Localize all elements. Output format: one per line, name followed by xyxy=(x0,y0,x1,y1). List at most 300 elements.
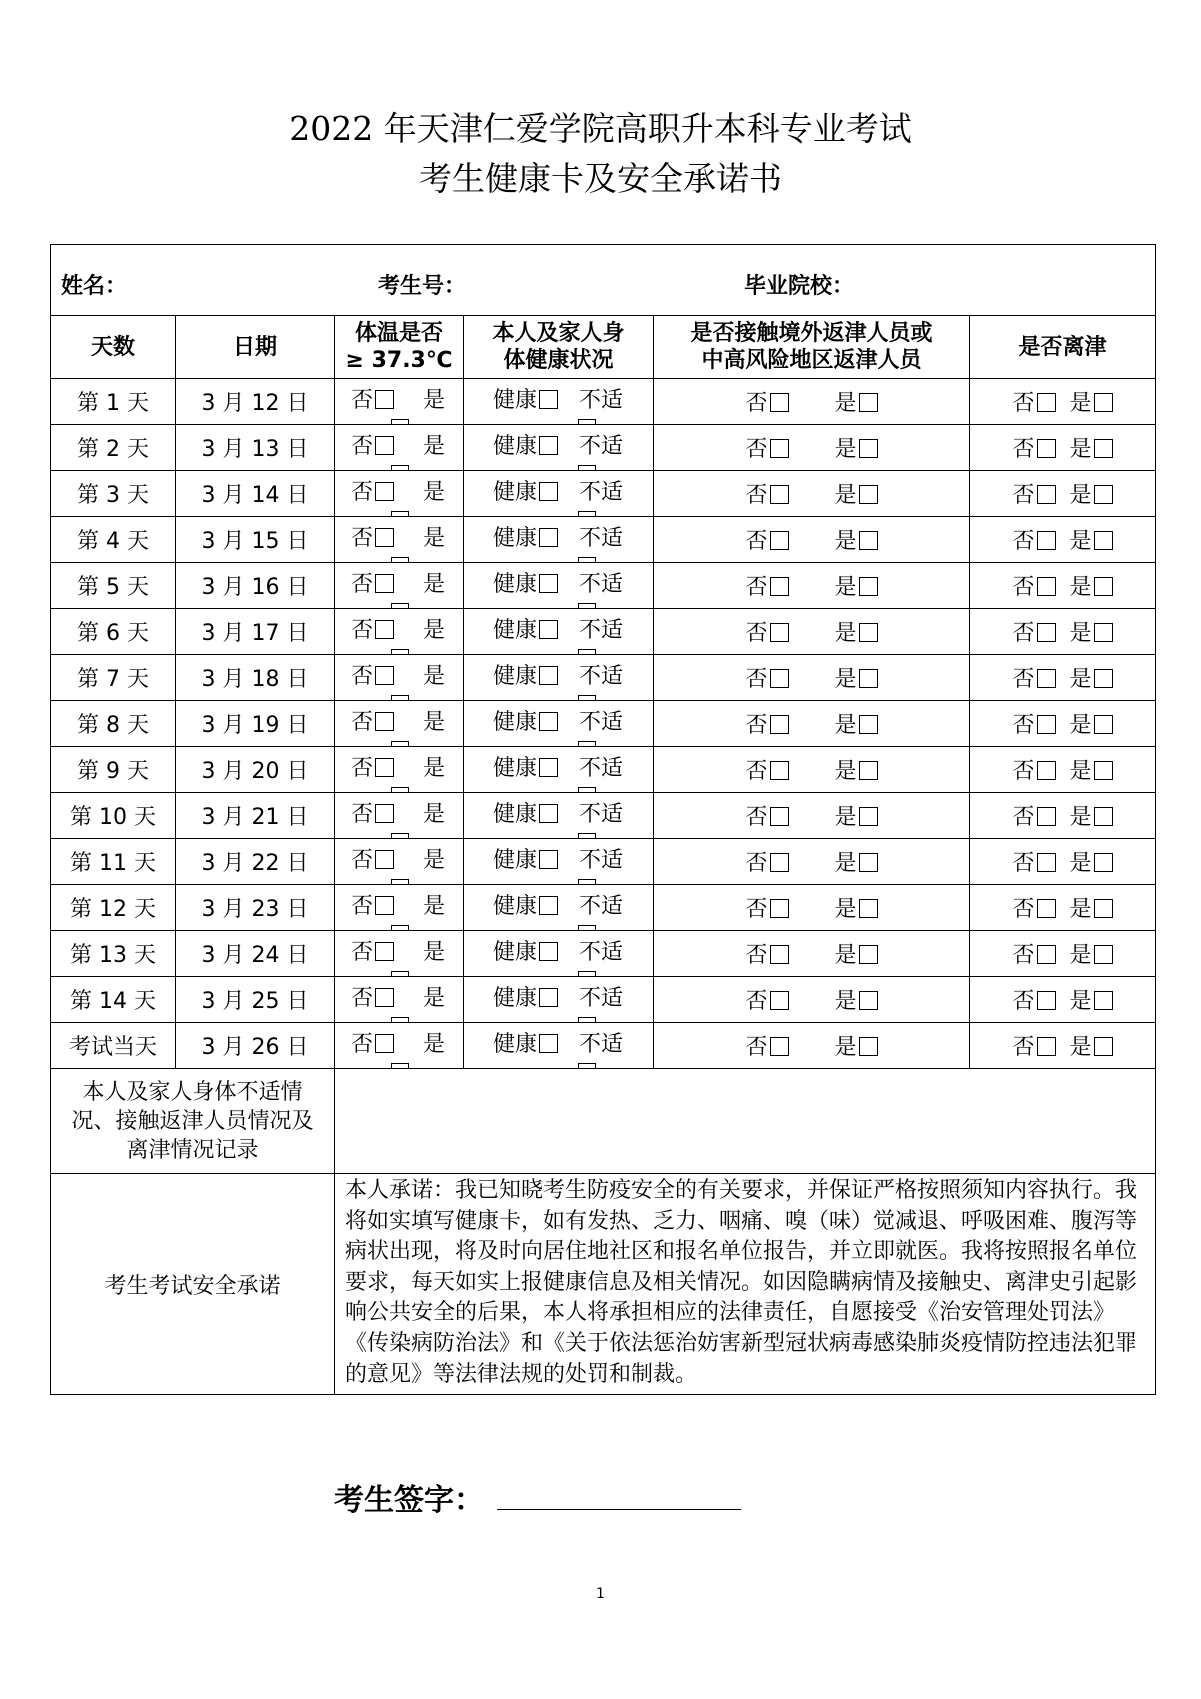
leave-no-label: 否 xyxy=(1012,391,1035,416)
healthy-checkbox[interactable] xyxy=(539,804,558,823)
leave-yes-checkbox[interactable] xyxy=(1094,853,1113,872)
temp-yes-label: 是 xyxy=(423,664,446,689)
leave-yes-checkbox[interactable] xyxy=(1094,1037,1113,1056)
leave-no-label: 否 xyxy=(1012,529,1035,554)
day-cell: 第 5 天 xyxy=(51,563,176,609)
leave-yes-checkbox[interactable] xyxy=(1094,669,1113,688)
contact-yes-checkbox[interactable] xyxy=(859,945,878,964)
health-cell xyxy=(464,701,654,747)
healthy-checkbox[interactable] xyxy=(539,942,558,961)
leave-no-checkbox[interactable] xyxy=(1037,761,1056,780)
leave-no-checkbox[interactable] xyxy=(1037,991,1056,1010)
date-cell: 3 月 22 日 xyxy=(176,839,335,885)
temp-no-label: 否 xyxy=(351,526,374,551)
leave-yes-checkbox[interactable] xyxy=(1094,623,1113,642)
temp-no-label: 否 xyxy=(351,940,374,965)
leave-no-label: 否 xyxy=(1012,989,1035,1014)
temp-no-checkbox[interactable] xyxy=(375,804,394,823)
health-cell xyxy=(464,747,654,793)
name-label: 姓名： xyxy=(61,274,128,299)
temp-yes-label: 是 xyxy=(423,848,446,873)
signature-label: 考生签字： xyxy=(334,1483,484,1518)
healthy-checkbox[interactable] xyxy=(539,620,558,639)
health-cell xyxy=(464,563,654,609)
healthy-checkbox[interactable] xyxy=(539,896,558,915)
contact-no-checkbox[interactable] xyxy=(770,853,789,872)
header-temperature: 体温是否 ≥ 37.3℃ xyxy=(335,316,464,379)
healthy-checkbox[interactable] xyxy=(539,712,558,731)
date-cell: 3 月 21 日 xyxy=(176,793,335,839)
temperature-cell xyxy=(335,793,464,839)
temp-yes-label: 是 xyxy=(423,526,446,551)
leave-no-label: 否 xyxy=(1012,575,1035,600)
contact-yes-label: 是 xyxy=(834,759,857,784)
contact-no-checkbox[interactable] xyxy=(770,577,789,596)
leave-yes-checkbox[interactable] xyxy=(1094,393,1113,412)
contact-yes-label: 是 xyxy=(834,805,857,830)
contact-yes-label: 是 xyxy=(834,989,857,1014)
contact-yes-checkbox[interactable] xyxy=(859,623,878,642)
contact-yes-label: 是 xyxy=(834,575,857,600)
contact-no-checkbox[interactable] xyxy=(770,715,789,734)
temperature-cell xyxy=(335,655,464,701)
contact-no-checkbox[interactable] xyxy=(770,761,789,780)
leave-no-checkbox[interactable] xyxy=(1037,853,1056,872)
contact-cell xyxy=(654,655,970,701)
left-tianjin-cell xyxy=(970,977,1156,1023)
contact-cell xyxy=(654,425,970,471)
contact-cell xyxy=(654,379,970,425)
day-cell: 第 6 天 xyxy=(51,609,176,655)
health-card-table xyxy=(50,244,1156,1395)
health-cell xyxy=(464,885,654,931)
temperature-cell xyxy=(335,379,464,425)
contact-yes-checkbox[interactable] xyxy=(859,991,878,1010)
temp-no-label: 否 xyxy=(351,986,374,1011)
contact-no-label: 否 xyxy=(745,851,768,876)
contact-cell xyxy=(654,747,970,793)
contact-no-checkbox[interactable] xyxy=(770,623,789,642)
leave-yes-label: 是 xyxy=(1069,989,1092,1014)
temperature-cell xyxy=(335,517,464,563)
contact-no-label: 否 xyxy=(745,1035,768,1060)
leave-no-label: 否 xyxy=(1012,851,1035,876)
leave-yes-checkbox[interactable] xyxy=(1094,485,1113,504)
leave-yes-checkbox[interactable] xyxy=(1094,945,1113,964)
contact-yes-checkbox[interactable] xyxy=(859,531,878,550)
leave-yes-label: 是 xyxy=(1069,667,1092,692)
health-cell xyxy=(464,839,654,885)
contact-no-checkbox[interactable] xyxy=(770,807,789,826)
table-row xyxy=(51,931,1156,977)
temp-yes-label: 是 xyxy=(423,480,446,505)
table-row xyxy=(51,609,1156,655)
contact-cell xyxy=(654,701,970,747)
leave-no-label: 否 xyxy=(1012,897,1035,922)
page-number: 1 xyxy=(596,1586,605,1602)
temp-no-label: 否 xyxy=(351,434,374,459)
record-input-area[interactable] xyxy=(335,1069,1156,1174)
unwell-label: 不适 xyxy=(579,802,624,827)
leave-yes-label: 是 xyxy=(1069,851,1092,876)
healthy-checkbox[interactable] xyxy=(539,390,558,409)
leave-no-label: 否 xyxy=(1012,805,1035,830)
leave-yes-label: 是 xyxy=(1069,805,1092,830)
pledge-row xyxy=(51,1174,1156,1395)
leave-no-label: 否 xyxy=(1012,483,1035,508)
temp-no-checkbox[interactable] xyxy=(375,1034,394,1053)
contact-yes-label: 是 xyxy=(834,483,857,508)
contact-yes-checkbox[interactable] xyxy=(859,393,878,412)
left-tianjin-cell xyxy=(970,379,1156,425)
healthy-label: 健康 xyxy=(493,572,538,597)
health-cell xyxy=(464,379,654,425)
contact-yes-label: 是 xyxy=(834,437,857,462)
day-cell: 第 14 天 xyxy=(51,977,176,1023)
contact-yes-checkbox[interactable] xyxy=(859,715,878,734)
healthy-label: 健康 xyxy=(493,434,538,459)
healthy-checkbox[interactable] xyxy=(539,574,558,593)
unwell-label: 不适 xyxy=(579,434,624,459)
healthy-label: 健康 xyxy=(493,480,538,505)
temp-no-checkbox[interactable] xyxy=(375,988,394,1007)
temp-no-checkbox[interactable] xyxy=(375,850,394,869)
healthy-label: 健康 xyxy=(493,848,538,873)
healthy-label: 健康 xyxy=(493,526,538,551)
temp-yes-label: 是 xyxy=(423,572,446,597)
contact-no-label: 否 xyxy=(745,989,768,1014)
leave-yes-checkbox[interactable] xyxy=(1094,761,1113,780)
leave-yes-label: 是 xyxy=(1069,897,1092,922)
date-cell: 3 月 18 日 xyxy=(176,655,335,701)
temp-yes-label: 是 xyxy=(423,894,446,919)
day-cell: 第 9 天 xyxy=(51,747,176,793)
contact-no-checkbox[interactable] xyxy=(770,669,789,688)
healthy-label: 健康 xyxy=(493,894,538,919)
temp-no-label: 否 xyxy=(351,848,374,873)
contact-yes-label: 是 xyxy=(834,621,857,646)
day-cell: 第 1 天 xyxy=(51,379,176,425)
leave-no-checkbox[interactable] xyxy=(1037,623,1056,642)
contact-yes-checkbox[interactable] xyxy=(859,439,878,458)
temp-no-checkbox[interactable] xyxy=(375,620,394,639)
contact-no-checkbox[interactable] xyxy=(770,531,789,550)
unwell-label: 不适 xyxy=(579,940,624,965)
temperature-cell xyxy=(335,977,464,1023)
leave-no-checkbox[interactable] xyxy=(1037,439,1056,458)
healthy-checkbox[interactable] xyxy=(539,850,558,869)
exam-number-label: 考生号： xyxy=(378,274,467,299)
leave-yes-checkbox[interactable] xyxy=(1094,807,1113,826)
temp-yes-label: 是 xyxy=(423,434,446,459)
unwell-label: 不适 xyxy=(579,664,624,689)
contact-no-checkbox[interactable] xyxy=(770,485,789,504)
table-row xyxy=(51,977,1156,1023)
day-cell: 第 13 天 xyxy=(51,931,176,977)
leave-no-checkbox[interactable] xyxy=(1037,1037,1056,1056)
leave-no-label: 否 xyxy=(1012,759,1035,784)
contact-no-label: 否 xyxy=(745,529,768,554)
contact-cell xyxy=(654,517,970,563)
header-day: 天数 xyxy=(51,316,176,379)
temp-no-checkbox[interactable] xyxy=(375,896,394,915)
healthy-label: 健康 xyxy=(493,940,538,965)
health-cell xyxy=(464,609,654,655)
unwell-label: 不适 xyxy=(579,572,624,597)
contact-no-label: 否 xyxy=(745,621,768,646)
contact-yes-checkbox[interactable] xyxy=(859,899,878,918)
temperature-cell xyxy=(335,747,464,793)
left-tianjin-cell xyxy=(970,747,1156,793)
signature-line[interactable] xyxy=(497,1509,741,1510)
unwell-label: 不适 xyxy=(579,1032,624,1057)
table-row xyxy=(51,885,1156,931)
left-tianjin-cell xyxy=(970,609,1156,655)
contact-yes-label: 是 xyxy=(834,667,857,692)
contact-no-label: 否 xyxy=(745,759,768,784)
day-cell: 第 10 天 xyxy=(51,793,176,839)
temp-yes-checkbox[interactable] xyxy=(391,1063,409,1069)
healthy-checkbox[interactable] xyxy=(539,528,558,547)
contact-no-checkbox[interactable] xyxy=(770,439,789,458)
leave-yes-label: 是 xyxy=(1069,483,1092,508)
date-cell: 3 月 23 日 xyxy=(176,885,335,931)
health-cell xyxy=(464,793,654,839)
left-tianjin-cell xyxy=(970,701,1156,747)
contact-yes-checkbox[interactable] xyxy=(859,807,878,826)
leave-yes-label: 是 xyxy=(1069,1035,1092,1060)
day-cell: 第 3 天 xyxy=(51,471,176,517)
contact-yes-checkbox[interactable] xyxy=(859,577,878,596)
temp-no-checkbox[interactable] xyxy=(375,758,394,777)
temp-yes-label: 是 xyxy=(423,388,446,413)
temp-yes-label: 是 xyxy=(423,940,446,965)
healthy-checkbox[interactable] xyxy=(539,758,558,777)
leave-no-label: 否 xyxy=(1012,621,1035,646)
temperature-cell xyxy=(335,701,464,747)
leave-no-label: 否 xyxy=(1012,667,1035,692)
contact-cell xyxy=(654,1023,970,1069)
graduation-school-label: 毕业院校： xyxy=(744,274,855,299)
unwell-label: 不适 xyxy=(579,388,624,413)
leave-yes-checkbox[interactable] xyxy=(1094,439,1113,458)
healthy-checkbox[interactable] xyxy=(539,666,558,685)
temp-no-checkbox[interactable] xyxy=(375,482,394,501)
day-cell: 第 7 天 xyxy=(51,655,176,701)
temp-yes-label: 是 xyxy=(423,710,446,735)
contact-no-label: 否 xyxy=(745,437,768,462)
leave-yes-label: 是 xyxy=(1069,391,1092,416)
health-cell xyxy=(464,517,654,563)
temp-no-label: 否 xyxy=(351,1032,374,1057)
contact-no-label: 否 xyxy=(745,943,768,968)
leave-no-checkbox[interactable] xyxy=(1037,393,1056,412)
left-tianjin-cell xyxy=(970,425,1156,471)
temp-yes-label: 是 xyxy=(423,802,446,827)
date-cell: 3 月 17 日 xyxy=(176,609,335,655)
leave-yes-checkbox[interactable] xyxy=(1094,899,1113,918)
contact-cell xyxy=(654,471,970,517)
temp-no-label: 否 xyxy=(351,572,374,597)
leave-no-label: 否 xyxy=(1012,943,1035,968)
unwell-label: 不适 xyxy=(579,480,624,505)
pledge-text: 本人承诺：我已知晓考生防疫安全的有关要求，并保证严格按照须知内容执行。我将如实填写健康卡，如有发热、乏力、咽痛、嗅（味）觉减退、呼吸困难、腹泻等病状出现，将及时向居住地社区和报名单位报告，并立即就医。我将按照报名单位要求，每天如实上报健康信息及相关情况。如因隐瞒病情及接触史、离津史引起影响公共安全的后果，本人将承担相应的法律责任，自愿接受《治安管理处罚法》《传染病防治法》和《关于依法惩治妨害新型冠状病毒感染肺炎疫情防控违法犯罪的意见》等法律法规的处罚和制裁。 xyxy=(335,1174,1156,1395)
date-cell: 3 月 19 日 xyxy=(176,701,335,747)
temp-no-label: 否 xyxy=(351,710,374,735)
contact-yes-label: 是 xyxy=(834,713,857,738)
temperature-cell xyxy=(335,885,464,931)
student-info-row xyxy=(51,245,1156,316)
contact-yes-checkbox[interactable] xyxy=(859,1037,878,1056)
date-cell: 3 月 14 日 xyxy=(176,471,335,517)
date-cell: 3 月 24 日 xyxy=(176,931,335,977)
date-cell: 3 月 16 日 xyxy=(176,563,335,609)
contact-yes-label: 是 xyxy=(834,851,857,876)
left-tianjin-cell xyxy=(970,793,1156,839)
contact-cell xyxy=(654,839,970,885)
temperature-cell xyxy=(335,1023,464,1069)
contact-cell xyxy=(654,563,970,609)
leave-no-checkbox[interactable] xyxy=(1037,669,1056,688)
header-left-tianjin: 是否离津 xyxy=(970,316,1156,379)
unwell-label: 不适 xyxy=(579,756,624,781)
temperature-cell xyxy=(335,563,464,609)
date-cell: 3 月 13 日 xyxy=(176,425,335,471)
contact-no-checkbox[interactable] xyxy=(770,393,789,412)
contact-cell xyxy=(654,885,970,931)
date-cell: 3 月 26 日 xyxy=(176,1023,335,1069)
temp-no-checkbox[interactable] xyxy=(375,528,394,547)
temp-yes-label: 是 xyxy=(423,756,446,781)
contact-yes-label: 是 xyxy=(834,943,857,968)
unwell-label: 不适 xyxy=(579,618,624,643)
table-row xyxy=(51,839,1156,885)
header-health: 本人及家人身 体健康状况 xyxy=(464,316,654,379)
temp-no-label: 否 xyxy=(351,664,374,689)
temperature-cell xyxy=(335,471,464,517)
contact-no-checkbox[interactable] xyxy=(770,991,789,1010)
left-tianjin-cell xyxy=(970,655,1156,701)
left-tianjin-cell xyxy=(970,839,1156,885)
contact-yes-label: 是 xyxy=(834,1035,857,1060)
day-cell: 第 12 天 xyxy=(51,885,176,931)
temperature-cell xyxy=(335,425,464,471)
health-cell xyxy=(464,931,654,977)
health-cell xyxy=(464,1023,654,1069)
table-row xyxy=(51,425,1156,471)
day-cell: 第 8 天 xyxy=(51,701,176,747)
left-tianjin-cell xyxy=(970,563,1156,609)
contact-no-checkbox[interactable] xyxy=(770,945,789,964)
table-row xyxy=(51,793,1156,839)
contact-no-checkbox[interactable] xyxy=(770,1037,789,1056)
leave-no-checkbox[interactable] xyxy=(1037,485,1056,504)
table-row xyxy=(51,701,1156,747)
contact-cell xyxy=(654,609,970,655)
leave-no-checkbox[interactable] xyxy=(1037,945,1056,964)
health-cell xyxy=(464,425,654,471)
temp-no-checkbox[interactable] xyxy=(375,712,394,731)
leave-yes-label: 是 xyxy=(1069,759,1092,784)
contact-yes-label: 是 xyxy=(834,529,857,554)
left-tianjin-cell xyxy=(970,885,1156,931)
healthy-label: 健康 xyxy=(493,1032,538,1057)
table-row xyxy=(51,563,1156,609)
date-cell: 3 月 15 日 xyxy=(176,517,335,563)
contact-yes-checkbox[interactable] xyxy=(859,669,878,688)
contact-cell xyxy=(654,977,970,1023)
leave-yes-label: 是 xyxy=(1069,529,1092,554)
healthy-checkbox[interactable] xyxy=(539,988,558,1007)
left-tianjin-cell xyxy=(970,931,1156,977)
contact-yes-checkbox[interactable] xyxy=(859,853,878,872)
leave-no-checkbox[interactable] xyxy=(1037,715,1056,734)
temperature-cell xyxy=(335,839,464,885)
contact-no-label: 否 xyxy=(745,897,768,922)
temp-no-label: 否 xyxy=(351,618,374,643)
unwell-checkbox[interactable] xyxy=(578,1063,596,1069)
temp-no-label: 否 xyxy=(351,894,374,919)
unwell-label: 不适 xyxy=(579,894,624,919)
contact-yes-checkbox[interactable] xyxy=(859,761,878,780)
unwell-label: 不适 xyxy=(579,986,624,1011)
table-row xyxy=(51,1023,1156,1069)
contact-no-checkbox[interactable] xyxy=(770,899,789,918)
leave-yes-checkbox[interactable] xyxy=(1094,577,1113,596)
healthy-label: 健康 xyxy=(493,756,538,781)
contact-cell xyxy=(654,931,970,977)
contact-yes-checkbox[interactable] xyxy=(859,485,878,504)
record-label: 本人及家人身体不适情 况、接触返津人员情况及 离津情况记录 xyxy=(51,1069,335,1174)
temp-no-checkbox[interactable] xyxy=(375,574,394,593)
leave-yes-checkbox[interactable] xyxy=(1094,531,1113,550)
document-title-line1: 2022 年天津仁爱学院高职升本科专业考试 xyxy=(289,109,912,148)
temp-no-checkbox[interactable] xyxy=(375,666,394,685)
leave-yes-checkbox[interactable] xyxy=(1094,991,1113,1010)
healthy-checkbox[interactable] xyxy=(539,1034,558,1053)
day-cell: 第 4 天 xyxy=(51,517,176,563)
leave-yes-label: 是 xyxy=(1069,575,1092,600)
table-row xyxy=(51,747,1156,793)
leave-yes-checkbox[interactable] xyxy=(1094,715,1113,734)
temp-no-checkbox[interactable] xyxy=(375,436,394,455)
leave-yes-label: 是 xyxy=(1069,943,1092,968)
unwell-label: 不适 xyxy=(579,710,624,735)
table-row xyxy=(51,471,1156,517)
temp-no-checkbox[interactable] xyxy=(375,942,394,961)
temp-yes-label: 是 xyxy=(423,618,446,643)
unwell-label: 不适 xyxy=(579,526,624,551)
health-cell xyxy=(464,977,654,1023)
leave-no-checkbox[interactable] xyxy=(1037,899,1056,918)
temp-no-label: 否 xyxy=(351,388,374,413)
contact-no-label: 否 xyxy=(745,575,768,600)
unwell-label: 不适 xyxy=(579,848,624,873)
left-tianjin-cell xyxy=(970,517,1156,563)
temperature-cell xyxy=(335,609,464,655)
healthy-label: 健康 xyxy=(493,388,538,413)
healthy-checkbox[interactable] xyxy=(539,436,558,455)
leave-no-checkbox[interactable] xyxy=(1037,531,1056,550)
temp-no-checkbox[interactable] xyxy=(375,390,394,409)
healthy-checkbox[interactable] xyxy=(539,482,558,501)
leave-no-checkbox[interactable] xyxy=(1037,577,1056,596)
leave-no-label: 否 xyxy=(1012,713,1035,738)
contact-cell xyxy=(654,793,970,839)
contact-yes-label: 是 xyxy=(834,391,857,416)
temp-yes-label: 是 xyxy=(423,986,446,1011)
leave-no-checkbox[interactable] xyxy=(1037,807,1056,826)
